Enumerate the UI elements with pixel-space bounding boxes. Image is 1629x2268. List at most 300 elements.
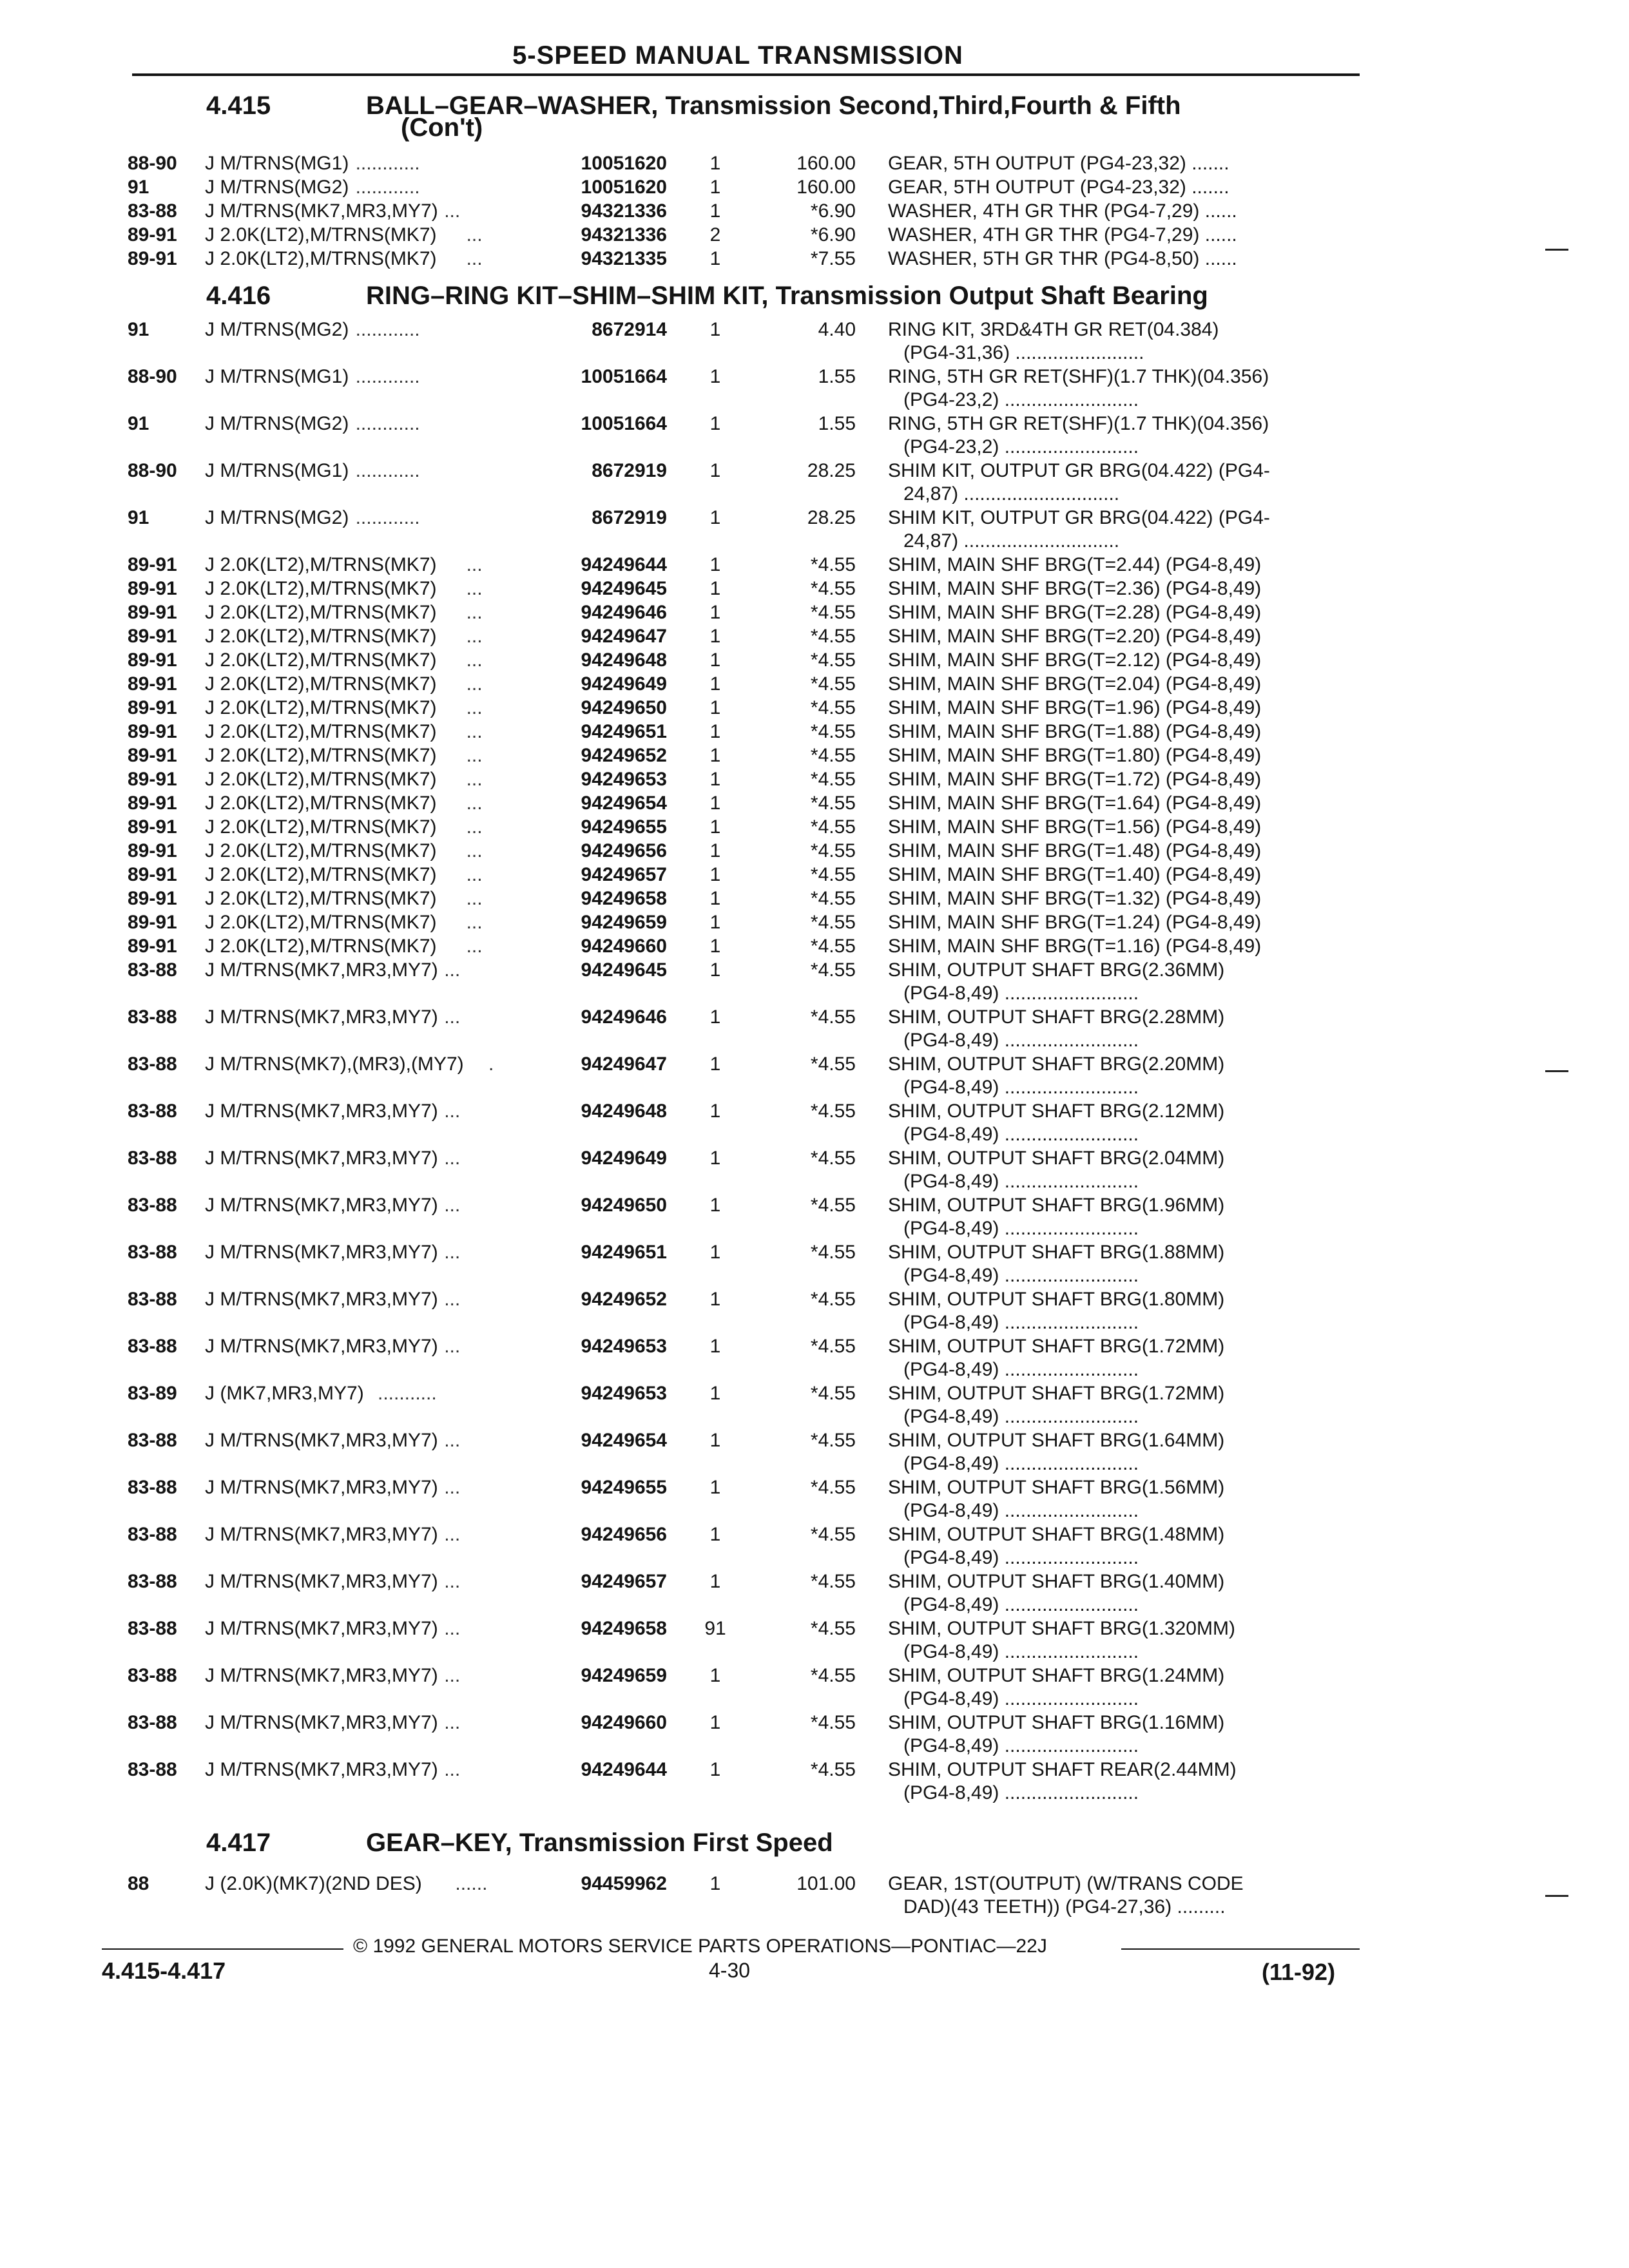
vehicle-application: J 2.0K(LT2),M/TRNS(MK7): [205, 769, 437, 790]
part-description: SHIM, OUTPUT SHAFT BRG(2.04MM): [888, 1148, 1225, 1169]
vehicle-application: J M/TRNS(MK7,MR3,MY7): [205, 959, 438, 981]
price: *4.55: [810, 1759, 856, 1780]
quantity: 1: [709, 793, 721, 814]
leader-dots: ...: [444, 1148, 461, 1169]
part-number: 94249648: [581, 1100, 667, 1122]
part-number: 94249659: [581, 1665, 667, 1686]
part-number: 94249650: [581, 697, 667, 718]
part-number: 94249650: [581, 1195, 667, 1216]
part-number: 94249654: [581, 1430, 667, 1451]
part-description: RING, 5TH GR RET(SHF)(1.7 THK)(04.356): [888, 366, 1269, 387]
vehicle-application: J 2.0K(LT2),M/TRNS(MK7): [205, 745, 437, 766]
quantity: 1: [709, 840, 721, 861]
quantity: 1: [709, 153, 721, 174]
leader-dots: ...: [466, 578, 483, 599]
part-description: (PG4-8,49) .........................: [903, 1688, 1139, 1709]
part-description: SHIM, OUTPUT SHAFT BRG(1.40MM): [888, 1571, 1225, 1592]
price: *4.55: [810, 959, 856, 981]
part-description: DAD)(43 TEETH)) (PG4-27,36) .........: [903, 1896, 1226, 1917]
year-range: 83-88: [128, 1336, 177, 1357]
part-description: SHIM, OUTPUT SHAFT BRG(1.88MM): [888, 1242, 1225, 1263]
leader-dots: ...: [444, 1195, 461, 1216]
price: *4.55: [810, 1524, 856, 1545]
year-range: 89-91: [128, 602, 177, 623]
part-description: SHIM, MAIN SHF BRG(T=1.56) (PG4-8,49): [888, 816, 1262, 838]
year-range: 89-91: [128, 626, 177, 647]
price: *4.55: [810, 578, 856, 599]
part-description: SHIM, OUTPUT SHAFT BRG(1.48MM): [888, 1524, 1225, 1545]
vehicle-application: J 2.0K(LT2),M/TRNS(MK7): [205, 248, 437, 269]
part-number: 8672919: [592, 507, 667, 528]
leader-dots: ...: [466, 936, 483, 957]
part-number: 94249657: [581, 864, 667, 885]
leader-dots: ...: [466, 769, 483, 790]
part-number: 94249659: [581, 912, 667, 933]
quantity: 1: [709, 1759, 721, 1780]
part-number: 94249649: [581, 673, 667, 695]
price: *4.55: [810, 840, 856, 861]
vehicle-application: J 2.0K(LT2),M/TRNS(MK7): [205, 578, 437, 599]
leader-dots: ...: [444, 1336, 461, 1357]
part-description: (PG4-8,49) .........................: [903, 1500, 1139, 1521]
leader-dots: .: [488, 1053, 494, 1075]
quantity: 1: [709, 554, 721, 575]
year-range: 89-91: [128, 745, 177, 766]
quantity: 1: [709, 1195, 721, 1216]
leader-dots: ...........: [378, 1383, 437, 1404]
margin-mark: [1545, 1895, 1568, 1897]
year-range: 83-88: [128, 1289, 177, 1310]
price: *4.55: [810, 697, 856, 718]
price: *4.55: [810, 888, 856, 909]
part-description: (PG4-8,49) .........................: [903, 1077, 1139, 1098]
part-description: SHIM KIT, OUTPUT GR BRG(04.422) (PG4-: [888, 507, 1270, 528]
part-description: GEAR, 5TH OUTPUT (PG4-23,32) .......: [888, 177, 1229, 198]
price: *4.55: [810, 816, 856, 838]
vehicle-application: J M/TRNS(MK7,MR3,MY7): [205, 1477, 438, 1498]
part-description: (PG4-8,49) .........................: [903, 1171, 1139, 1192]
part-number: 94249645: [581, 578, 667, 599]
part-description: (PG4-8,49) .........................: [903, 983, 1139, 1004]
part-description: (PG4-8,49) .........................: [903, 1782, 1139, 1803]
revision-date: (11-92): [1262, 1959, 1336, 1985]
year-range: 83-88: [128, 1618, 177, 1639]
margin-mark: [1545, 249, 1568, 251]
part-number: 94249654: [581, 793, 667, 814]
year-range: 89-91: [128, 864, 177, 885]
part-description: SHIM, MAIN SHF BRG(T=1.88) (PG4-8,49): [888, 721, 1262, 742]
copyright-notice: © 1992 GENERAL MOTORS SERVICE PARTS OPERATIONS—PONTIAC—22J: [353, 1936, 1047, 1957]
year-range: 91: [128, 319, 149, 340]
price: 4.40: [818, 319, 856, 340]
price: *4.55: [810, 554, 856, 575]
leader-dots: ...: [466, 649, 483, 671]
quantity: 1: [709, 200, 721, 222]
part-description: WASHER, 4TH GR THR (PG4-7,29) ......: [888, 200, 1237, 222]
vehicle-application: J M/TRNS(MK7,MR3,MY7): [205, 1665, 438, 1686]
quantity: 1: [709, 578, 721, 599]
part-number: 94249644: [581, 1759, 667, 1780]
vehicle-application: J M/TRNS(MK7,MR3,MY7): [205, 1430, 438, 1451]
quantity: 1: [709, 649, 721, 671]
vehicle-application: J M/TRNS(MG2): [205, 413, 349, 434]
year-range: 83-88: [128, 1148, 177, 1169]
part-number: 10051664: [581, 413, 667, 434]
price: *4.55: [810, 1477, 856, 1498]
price: 160.00: [796, 153, 856, 174]
year-range: 83-88: [128, 1571, 177, 1592]
quantity: 1: [709, 816, 721, 838]
vehicle-application: J M/TRNS(MK7,MR3,MY7): [205, 1336, 438, 1357]
price: 28.25: [807, 507, 856, 528]
leader-dots: ...: [466, 888, 483, 909]
price: 28.25: [807, 460, 856, 481]
vehicle-application: J M/TRNS(MK7,MR3,MY7): [205, 1100, 438, 1122]
quantity: 1: [709, 1383, 721, 1404]
part-description: (PG4-8,49) .........................: [903, 1641, 1139, 1662]
part-description: SHIM, MAIN SHF BRG(T=1.72) (PG4-8,49): [888, 769, 1262, 790]
price: *4.55: [810, 1053, 856, 1075]
quantity: 2: [709, 224, 721, 245]
year-range: 89-91: [128, 673, 177, 695]
quantity: 1: [709, 1524, 721, 1545]
section-range: 4.415-4.417: [102, 1957, 226, 1984]
quantity: 1: [709, 888, 721, 909]
leader-dots: ...: [444, 1289, 461, 1310]
part-number: 94249647: [581, 626, 667, 647]
vehicle-application: J M/TRNS(MK7,MR3,MY7): [205, 1712, 438, 1733]
price: *4.55: [810, 1712, 856, 1733]
year-range: 83-88: [128, 1053, 177, 1075]
part-description: SHIM, OUTPUT SHAFT BRG(1.24MM): [888, 1665, 1225, 1686]
price: *6.90: [810, 224, 856, 245]
quantity: 1: [709, 864, 721, 885]
year-range: 89-91: [128, 888, 177, 909]
part-number: 94249645: [581, 959, 667, 981]
quantity: 1: [709, 177, 721, 198]
vehicle-application: J 2.0K(LT2),M/TRNS(MK7): [205, 912, 437, 933]
part-number: 94249647: [581, 1053, 667, 1075]
price: *4.55: [810, 602, 856, 623]
part-number: 8672914: [592, 319, 667, 340]
leader-dots: ............: [355, 177, 420, 198]
part-description: SHIM, MAIN SHF BRG(T=1.24) (PG4-8,49): [888, 912, 1262, 933]
part-description: (PG4-8,49) .........................: [903, 1453, 1139, 1474]
page-number: 4-30: [709, 1959, 751, 1982]
leader-dots: ...: [444, 1430, 461, 1451]
year-range: 88-90: [128, 366, 177, 387]
vehicle-application: J 2.0K(LT2),M/TRNS(MK7): [205, 626, 437, 647]
year-range: 88: [128, 1873, 149, 1894]
section-title: GEAR–KEY, Transmission First Speed: [366, 1829, 833, 1857]
leader-dots: ............: [355, 153, 420, 174]
quantity: 1: [709, 721, 721, 742]
quantity: 91: [704, 1618, 726, 1639]
year-range: 91: [128, 507, 149, 528]
section-subtitle: (Con't): [401, 113, 483, 142]
leader-dots: ...: [466, 793, 483, 814]
part-description: GEAR, 5TH OUTPUT (PG4-23,32) .......: [888, 153, 1229, 174]
year-range: 89-91: [128, 554, 177, 575]
leader-dots: ...: [444, 1712, 461, 1733]
vehicle-application: J M/TRNS(MK7,MR3,MY7): [205, 1195, 438, 1216]
header-rule: [132, 73, 1360, 76]
part-number: 10051620: [581, 153, 667, 174]
part-description: (PG4-8,49) .........................: [903, 1312, 1139, 1333]
leader-dots: ...: [466, 912, 483, 933]
year-range: 83-88: [128, 959, 177, 981]
price: *4.55: [810, 1148, 856, 1169]
quantity: 1: [709, 959, 721, 981]
part-number: 94249656: [581, 1524, 667, 1545]
vehicle-application: J M/TRNS(MG1): [205, 153, 349, 174]
quantity: 1: [709, 1873, 721, 1894]
quantity: 1: [709, 1571, 721, 1592]
vehicle-application: J (MK7,MR3,MY7): [205, 1383, 364, 1404]
leader-dots: ...: [444, 200, 461, 222]
vehicle-application: J 2.0K(LT2),M/TRNS(MK7): [205, 793, 437, 814]
part-description: SHIM, OUTPUT SHAFT BRG(1.320MM): [888, 1618, 1235, 1639]
section-number: 4.417: [206, 1829, 271, 1857]
price: *4.55: [810, 1336, 856, 1357]
quantity: 1: [709, 319, 721, 340]
vehicle-application: J 2.0K(LT2),M/TRNS(MK7): [205, 816, 437, 838]
price: *4.55: [810, 1383, 856, 1404]
part-number: 94321335: [581, 248, 667, 269]
part-description: 24,87) .............................: [903, 483, 1120, 505]
price: *4.55: [810, 793, 856, 814]
part-description: SHIM KIT, OUTPUT GR BRG(04.422) (PG4-: [888, 460, 1270, 481]
year-range: 89-91: [128, 649, 177, 671]
vehicle-application: J M/TRNS(MK7,MR3,MY7): [205, 1759, 438, 1780]
part-description: (PG4-8,49) .........................: [903, 1547, 1139, 1568]
leader-dots: ............: [355, 319, 420, 340]
section-number: 4.415: [206, 91, 271, 120]
part-description: WASHER, 4TH GR THR (PG4-7,29) ......: [888, 224, 1237, 245]
price: *4.55: [810, 1242, 856, 1263]
year-range: 88-90: [128, 460, 177, 481]
part-number: 94249656: [581, 840, 667, 861]
year-range: 83-88: [128, 1477, 177, 1498]
leader-dots: ...: [466, 626, 483, 647]
part-number: 94249651: [581, 721, 667, 742]
part-description: (PG4-23,2) .........................: [903, 389, 1139, 410]
part-description: SHIM, OUTPUT SHAFT BRG(2.28MM): [888, 1006, 1225, 1028]
part-number: 94249653: [581, 1336, 667, 1357]
vehicle-application: J M/TRNS(MK7,MR3,MY7): [205, 1571, 438, 1592]
part-description: SHIM, OUTPUT SHAFT BRG(1.72MM): [888, 1383, 1225, 1404]
part-number: 94249652: [581, 745, 667, 766]
leader-dots: ...: [466, 816, 483, 838]
quantity: 1: [709, 936, 721, 957]
part-description: SHIM, OUTPUT SHAFT BRG(1.64MM): [888, 1430, 1225, 1451]
vehicle-application: J M/TRNS(MG2): [205, 319, 349, 340]
quantity: 1: [709, 1477, 721, 1498]
part-description: SHIM, MAIN SHF BRG(T=1.48) (PG4-8,49): [888, 840, 1262, 861]
price: *4.55: [810, 745, 856, 766]
price: *4.55: [810, 673, 856, 695]
quantity: 1: [709, 769, 721, 790]
part-description: SHIM, OUTPUT SHAFT BRG(2.36MM): [888, 959, 1225, 981]
price: *4.55: [810, 1289, 856, 1310]
price: *4.55: [810, 864, 856, 885]
vehicle-application: J M/TRNS(MK7,MR3,MY7): [205, 1006, 438, 1028]
part-description: SHIM, MAIN SHF BRG(T=2.12) (PG4-8,49): [888, 649, 1262, 671]
vehicle-application: J M/TRNS(MK7,MR3,MY7): [205, 1618, 438, 1639]
part-number: 94249657: [581, 1571, 667, 1592]
part-number: 94249648: [581, 649, 667, 671]
year-range: 89-91: [128, 224, 177, 245]
quantity: 1: [709, 1053, 721, 1075]
vehicle-application: J M/TRNS(MK7,MR3,MY7): [205, 1289, 438, 1310]
leader-dots: ...: [444, 1006, 461, 1028]
part-description: SHIM, OUTPUT SHAFT BRG(1.16MM): [888, 1712, 1225, 1733]
part-description: RING KIT, 3RD&4TH GR RET(04.384): [888, 319, 1219, 340]
vehicle-application: J M/TRNS(MK7,MR3,MY7): [205, 200, 438, 222]
footer-rule-right: [1121, 1948, 1360, 1950]
year-range: 83-88: [128, 1524, 177, 1545]
section-title: BALL–GEAR–WASHER, Transmission Second,Third,Fourth & Fifth: [366, 91, 1181, 120]
part-number: 94249660: [581, 1712, 667, 1733]
price: *4.55: [810, 936, 856, 957]
part-number: 94249644: [581, 554, 667, 575]
vehicle-application: J M/TRNS(MK7),(MR3),(MY7): [205, 1053, 464, 1075]
quantity: 1: [709, 1665, 721, 1686]
vehicle-application: J 2.0K(LT2),M/TRNS(MK7): [205, 697, 437, 718]
price: *4.55: [810, 912, 856, 933]
leader-dots: ......: [455, 1873, 488, 1894]
vehicle-application: J 2.0K(LT2),M/TRNS(MK7): [205, 554, 437, 575]
part-description: SHIM, MAIN SHF BRG(T=2.04) (PG4-8,49): [888, 673, 1262, 695]
vehicle-application: J 2.0K(LT2),M/TRNS(MK7): [205, 602, 437, 623]
quantity: 1: [709, 248, 721, 269]
leader-dots: ...: [466, 602, 483, 623]
year-range: 89-91: [128, 769, 177, 790]
leader-dots: ...: [466, 248, 483, 269]
year-range: 83-88: [128, 1100, 177, 1122]
part-number: 94249660: [581, 936, 667, 957]
leader-dots: ...: [444, 1618, 461, 1639]
year-range: 89-91: [128, 840, 177, 861]
year-range: 88-90: [128, 153, 177, 174]
part-number: 94249652: [581, 1289, 667, 1310]
part-number: 94249655: [581, 1477, 667, 1498]
part-description: (PG4-8,49) .........................: [903, 1265, 1139, 1286]
part-description: SHIM, MAIN SHF BRG(T=2.44) (PG4-8,49): [888, 554, 1262, 575]
quantity: 1: [709, 1006, 721, 1028]
price: *4.55: [810, 769, 856, 790]
price: *4.55: [810, 649, 856, 671]
part-description: (PG4-31,36) ........................: [903, 342, 1144, 363]
part-number: 94321336: [581, 224, 667, 245]
part-description: 24,87) .............................: [903, 530, 1120, 552]
vehicle-application: J M/TRNS(MK7,MR3,MY7): [205, 1524, 438, 1545]
vehicle-application: J M/TRNS(MG1): [205, 460, 349, 481]
price: 101.00: [796, 1873, 856, 1894]
year-range: 91: [128, 177, 149, 198]
price: 160.00: [796, 177, 856, 198]
price: *4.55: [810, 1571, 856, 1592]
quantity: 1: [709, 697, 721, 718]
vehicle-application: J 2.0K(LT2),M/TRNS(MK7): [205, 649, 437, 671]
year-range: 89-91: [128, 697, 177, 718]
footer-rule-left: [102, 1948, 343, 1950]
part-description: (PG4-8,49) .........................: [903, 1124, 1139, 1145]
year-range: 89-91: [128, 793, 177, 814]
leader-dots: ...: [444, 1759, 461, 1780]
part-description: (PG4-8,49) .........................: [903, 1218, 1139, 1239]
part-number: 8672919: [592, 460, 667, 481]
year-range: 83-88: [128, 1006, 177, 1028]
part-description: (PG4-23,2) .........................: [903, 436, 1139, 457]
part-description: SHIM, MAIN SHF BRG(T=1.96) (PG4-8,49): [888, 697, 1262, 718]
vehicle-application: J 2.0K(LT2),M/TRNS(MK7): [205, 673, 437, 695]
part-description: SHIM, MAIN SHF BRG(T=1.40) (PG4-8,49): [888, 864, 1262, 885]
quantity: 1: [709, 1148, 721, 1169]
leader-dots: ...: [466, 554, 483, 575]
leader-dots: ...: [466, 673, 483, 695]
part-description: (PG4-8,49) .........................: [903, 1406, 1139, 1427]
leader-dots: ............: [355, 413, 420, 434]
part-description: SHIM, MAIN SHF BRG(T=2.28) (PG4-8,49): [888, 602, 1262, 623]
leader-dots: ...: [466, 697, 483, 718]
part-description: SHIM, OUTPUT SHAFT BRG(1.80MM): [888, 1289, 1225, 1310]
part-description: (PG4-8,49) .........................: [903, 1594, 1139, 1615]
price: *6.90: [810, 200, 856, 222]
section-heading: [0, 91, 1629, 149]
leader-dots: ...: [444, 1477, 461, 1498]
vehicle-application: J 2.0K(LT2),M/TRNS(MK7): [205, 936, 437, 957]
part-description: WASHER, 5TH GR THR (PG4-8,50) ......: [888, 248, 1237, 269]
year-range: 89-91: [128, 721, 177, 742]
part-description: SHIM, OUTPUT SHAFT BRG(2.20MM): [888, 1053, 1225, 1075]
year-range: 83-88: [128, 1430, 177, 1451]
price: *4.55: [810, 1618, 856, 1639]
price: *4.55: [810, 1430, 856, 1451]
vehicle-application: J 2.0K(LT2),M/TRNS(MK7): [205, 888, 437, 909]
part-number: 94249653: [581, 769, 667, 790]
year-range: 83-88: [128, 1242, 177, 1263]
part-description: (PG4-8,49) .........................: [903, 1030, 1139, 1051]
leader-dots: ...: [444, 1571, 461, 1592]
part-description: SHIM, MAIN SHF BRG(T=1.80) (PG4-8,49): [888, 745, 1262, 766]
vehicle-application: J (2.0K)(MK7)(2ND DES): [205, 1873, 422, 1894]
vehicle-application: J 2.0K(LT2),M/TRNS(MK7): [205, 721, 437, 742]
section-title: RING–RING KIT–SHIM–SHIM KIT, Transmission Output Shaft Bearing: [366, 282, 1208, 310]
leader-dots: ............: [355, 507, 420, 528]
year-range: 83-88: [128, 1712, 177, 1733]
part-description: SHIM, MAIN SHF BRG(T=1.32) (PG4-8,49): [888, 888, 1262, 909]
part-description: GEAR, 1ST(OUTPUT) (W/TRANS CODE: [888, 1873, 1244, 1894]
quantity: 1: [709, 1430, 721, 1451]
price: *4.55: [810, 626, 856, 647]
part-description: RING, 5TH GR RET(SHF)(1.7 THK)(04.356): [888, 413, 1269, 434]
year-range: 89-91: [128, 936, 177, 957]
part-description: SHIM, MAIN SHF BRG(T=2.36) (PG4-8,49): [888, 578, 1262, 599]
year-range: 89-91: [128, 912, 177, 933]
part-description: (PG4-8,49) .........................: [903, 1735, 1139, 1756]
year-range: 89-91: [128, 578, 177, 599]
leader-dots: ...: [466, 864, 483, 885]
quantity: 1: [709, 602, 721, 623]
year-range: 91: [128, 413, 149, 434]
leader-dots: ...: [466, 745, 483, 766]
leader-dots: ...: [466, 840, 483, 861]
quantity: 1: [709, 460, 721, 481]
part-number: 10051620: [581, 177, 667, 198]
price: *4.55: [810, 1100, 856, 1122]
year-range: 83-88: [128, 1665, 177, 1686]
